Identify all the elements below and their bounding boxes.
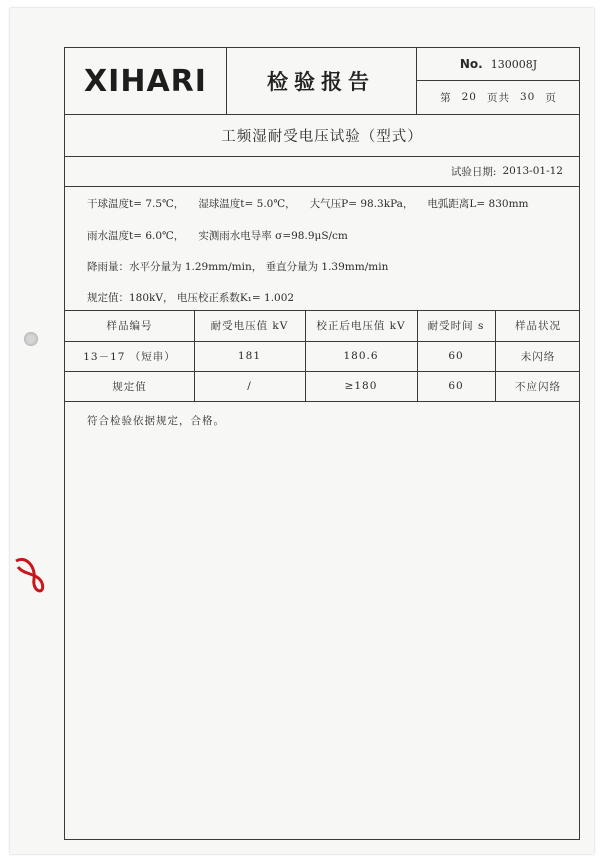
binding-string — [12, 553, 56, 603]
header-sample-status: 样品状况 — [515, 320, 561, 332]
conditions-line-1: 干球温度t= 7.5℃， 湿球温度t= 5.0℃， 大气压P= 98.3kPa， 电弧距离L= 830mm — [87, 198, 529, 210]
test-title: 工频湿耐受电压试验（型式） — [221, 128, 423, 145]
report-number: No. 130008J — [459, 57, 538, 71]
specified-value-line: 规定值：180kV， 电压校正系数K₁= 1.002 — [87, 292, 295, 304]
table-cell: 规定值 — [112, 380, 147, 393]
header-withstand-time: 耐受时间 s — [427, 320, 485, 332]
table-cell: 60 — [448, 350, 464, 362]
table-cell: 13－17 （短串） — [83, 350, 176, 363]
header-sample-id: 样品编号 — [106, 320, 153, 332]
test-date: 试验日期: 2013-01-12 — [450, 165, 563, 178]
company-logo: XIHARI — [84, 63, 207, 99]
page-counter: 第 20 页共 30 页 — [440, 91, 557, 104]
conditions-line-2: 雨水温度t= 6.0℃， 实测雨水电导率 σ=98.9μS/cm — [87, 230, 348, 242]
table-cell: ≥180 — [344, 380, 378, 392]
conclusion-text: 符合检验依据规定，合格。 — [87, 415, 225, 427]
table-cell: 180.6 — [343, 350, 379, 362]
report-page — [10, 8, 594, 854]
header-withstand-voltage: 耐受电压值 kV — [210, 320, 289, 332]
header-corrected-voltage: 校正后电压值 kV — [316, 320, 406, 332]
report-frame — [64, 47, 580, 840]
table-cell: / — [247, 380, 252, 392]
table-cell: 60 — [448, 380, 464, 392]
table-cell: 181 — [237, 350, 262, 362]
report-title: 检验报告 — [267, 69, 375, 94]
table-cell: 不应闪络 — [515, 380, 561, 393]
binder-hole — [24, 332, 38, 346]
table-cell: 未闪络 — [520, 350, 556, 363]
rainfall-line: 降雨量：水平分量为 1.29mm/min， 垂直分量为 1.39mm/min — [87, 261, 389, 273]
